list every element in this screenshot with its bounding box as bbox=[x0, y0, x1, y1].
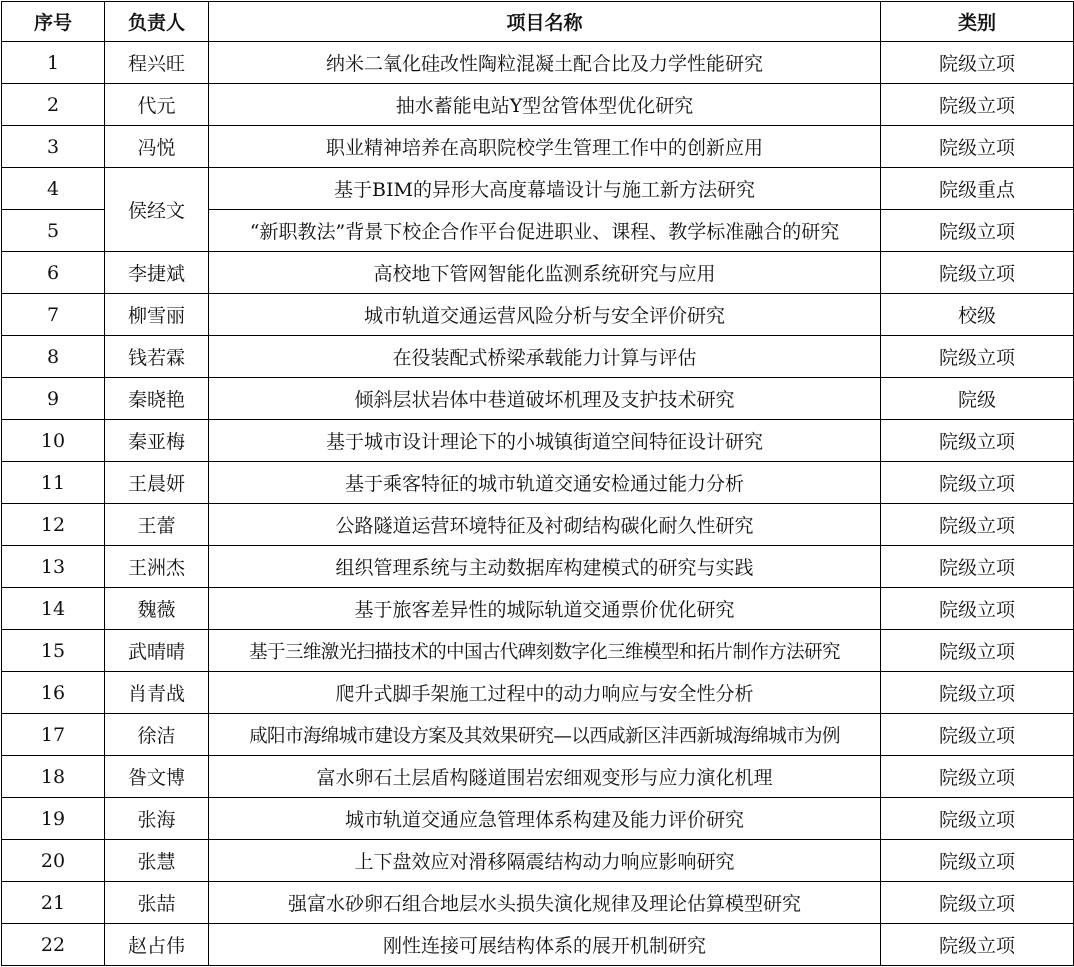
row-index: 15 bbox=[2, 630, 105, 672]
row-title: 基于BIM的异形大高度幕墙设计与施工新方法研究 bbox=[209, 168, 881, 210]
row-leader: 徐洁 bbox=[105, 714, 209, 756]
row-category: 院级立项 bbox=[881, 630, 1074, 672]
row-leader: 李捷斌 bbox=[105, 252, 209, 294]
row-category: 院级 bbox=[881, 378, 1074, 420]
table-row bbox=[2, 756, 1074, 798]
row-index: 21 bbox=[2, 882, 105, 924]
table-row bbox=[2, 168, 1074, 210]
row-category: 院级立项 bbox=[881, 546, 1074, 588]
table-row bbox=[2, 672, 1074, 714]
row-category: 院级立项 bbox=[881, 336, 1074, 378]
row-title: 基于乘客特征的城市轨道交通安检通过能力分析 bbox=[209, 462, 881, 504]
row-leader: 武晴晴 bbox=[105, 630, 209, 672]
row-leader: 魏薇 bbox=[105, 588, 209, 630]
table-row bbox=[2, 294, 1074, 336]
row-leader: 张海 bbox=[105, 798, 209, 840]
row-leader: 王蕾 bbox=[105, 504, 209, 546]
row-title: 公路隧道运营环境特征及衬砌结构碳化耐久性研究 bbox=[209, 504, 881, 546]
row-index: 8 bbox=[2, 336, 105, 378]
row-index: 10 bbox=[2, 420, 105, 462]
table-row bbox=[2, 714, 1074, 756]
row-leader: 昝文博 bbox=[105, 756, 209, 798]
row-category: 院级立项 bbox=[881, 714, 1074, 756]
row-category: 院级立项 bbox=[881, 840, 1074, 882]
row-leader: 秦亚梅 bbox=[105, 420, 209, 462]
row-index: 22 bbox=[2, 924, 105, 966]
row-leader: 张慧 bbox=[105, 840, 209, 882]
row-index: 9 bbox=[2, 378, 105, 420]
table-row bbox=[2, 462, 1074, 504]
header-leader: 负责人 bbox=[105, 2, 209, 42]
row-index: 18 bbox=[2, 756, 105, 798]
row-index: 7 bbox=[2, 294, 105, 336]
row-title: 组织管理系统与主动数据库构建模式的研究与实践 bbox=[209, 546, 881, 588]
row-leader: 柳雪丽 bbox=[105, 294, 209, 336]
table-row bbox=[2, 630, 1074, 672]
table-row bbox=[2, 546, 1074, 588]
row-category: 院级立项 bbox=[881, 42, 1074, 84]
row-title: 城市轨道交通运营风险分析与安全评价研究 bbox=[209, 294, 881, 336]
row-index: 4 bbox=[2, 168, 105, 210]
row-index: 11 bbox=[2, 462, 105, 504]
row-leader: 肖青战 bbox=[105, 672, 209, 714]
table-row bbox=[2, 420, 1074, 462]
row-title: 咸阳市海绵城市建设方案及其效果研究—以西咸新区沣西新城海绵城市为例 bbox=[209, 714, 881, 756]
row-title: “新职教法”背景下校企合作平台促进职业、课程、教学标准融合的研究 bbox=[209, 210, 881, 252]
row-title: 刚性连接可展结构体系的展开机制研究 bbox=[209, 924, 881, 966]
row-category: 院级立项 bbox=[881, 924, 1074, 966]
row-title: 基于三维激光扫描技术的中国古代碑刻数字化三维模型和拓片制作方法研究 bbox=[209, 630, 881, 672]
row-index: 19 bbox=[2, 798, 105, 840]
table-row bbox=[2, 882, 1074, 924]
row-category: 院级立项 bbox=[881, 798, 1074, 840]
row-category: 院级立项 bbox=[881, 84, 1074, 126]
row-index: 16 bbox=[2, 672, 105, 714]
row-title: 抽水蓄能电站Y型岔管体型优化研究 bbox=[209, 84, 881, 126]
row-title: 富水卵石土层盾构隧道围岩宏细观变形与应力演化机理 bbox=[209, 756, 881, 798]
row-title: 上下盘效应对滑移隔震结构动力响应影响研究 bbox=[209, 840, 881, 882]
row-category: 院级立项 bbox=[881, 252, 1074, 294]
row-title: 爬升式脚手架施工过程中的动力响应与安全性分析 bbox=[209, 672, 881, 714]
row-category: 院级立项 bbox=[881, 210, 1074, 252]
row-title: 强富水砂卵石组合地层水头损失演化规律及理论估算模型研究 bbox=[209, 882, 881, 924]
row-leader: 代元 bbox=[105, 84, 209, 126]
row-leader: 秦晓艳 bbox=[105, 378, 209, 420]
table-row bbox=[2, 840, 1074, 882]
table-row bbox=[2, 42, 1074, 84]
row-leader: 侯经文 bbox=[105, 168, 209, 252]
row-category: 院级立项 bbox=[881, 756, 1074, 798]
row-leader: 程兴旺 bbox=[105, 42, 209, 84]
row-index: 13 bbox=[2, 546, 105, 588]
row-leader: 钱若霖 bbox=[105, 336, 209, 378]
header-row bbox=[2, 2, 1074, 42]
row-index: 14 bbox=[2, 588, 105, 630]
row-leader: 王晨妍 bbox=[105, 462, 209, 504]
row-leader: 冯悦 bbox=[105, 126, 209, 168]
row-leader: 赵占伟 bbox=[105, 924, 209, 966]
row-title: 倾斜层状岩体中巷道破坏机理及支护技术研究 bbox=[209, 378, 881, 420]
table-row bbox=[2, 252, 1074, 294]
table-row bbox=[2, 504, 1074, 546]
row-category: 院级立项 bbox=[881, 420, 1074, 462]
row-index: 2 bbox=[2, 84, 105, 126]
row-category: 院级立项 bbox=[881, 588, 1074, 630]
row-leader: 张喆 bbox=[105, 882, 209, 924]
header-title: 项目名称 bbox=[209, 2, 881, 42]
project-table bbox=[1, 1, 1074, 966]
row-index: 5 bbox=[2, 210, 105, 252]
row-title: 纳米二氧化硅改性陶粒混凝土配合比及力学性能研究 bbox=[209, 42, 881, 84]
table-row bbox=[2, 798, 1074, 840]
row-index: 20 bbox=[2, 840, 105, 882]
header-category: 类别 bbox=[881, 2, 1074, 42]
row-title: 基于城市设计理论下的小城镇街道空间特征设计研究 bbox=[209, 420, 881, 462]
row-title: 高校地下管网智能化监测系统研究与应用 bbox=[209, 252, 881, 294]
row-category: 院级立项 bbox=[881, 504, 1074, 546]
table-row bbox=[2, 588, 1074, 630]
row-category: 院级立项 bbox=[881, 672, 1074, 714]
row-index: 6 bbox=[2, 252, 105, 294]
row-category: 院级立项 bbox=[881, 462, 1074, 504]
row-leader: 王洲杰 bbox=[105, 546, 209, 588]
row-index: 12 bbox=[2, 504, 105, 546]
row-index: 1 bbox=[2, 42, 105, 84]
table-row bbox=[2, 924, 1074, 966]
table-row bbox=[2, 126, 1074, 168]
table-row bbox=[2, 378, 1074, 420]
row-category: 院级立项 bbox=[881, 126, 1074, 168]
table-row bbox=[2, 336, 1074, 378]
table-row bbox=[2, 84, 1074, 126]
row-index: 3 bbox=[2, 126, 105, 168]
row-category: 院级立项 bbox=[881, 882, 1074, 924]
row-category: 院级重点 bbox=[881, 168, 1074, 210]
row-title: 职业精神培养在高职院校学生管理工作中的创新应用 bbox=[209, 126, 881, 168]
row-category: 校级 bbox=[881, 294, 1074, 336]
row-title: 基于旅客差异性的城际轨道交通票价优化研究 bbox=[209, 588, 881, 630]
row-title: 在役装配式桥梁承载能力计算与评估 bbox=[209, 336, 881, 378]
header-index: 序号 bbox=[2, 2, 105, 42]
row-index: 17 bbox=[2, 714, 105, 756]
row-title: 城市轨道交通应急管理体系构建及能力评价研究 bbox=[209, 798, 881, 840]
